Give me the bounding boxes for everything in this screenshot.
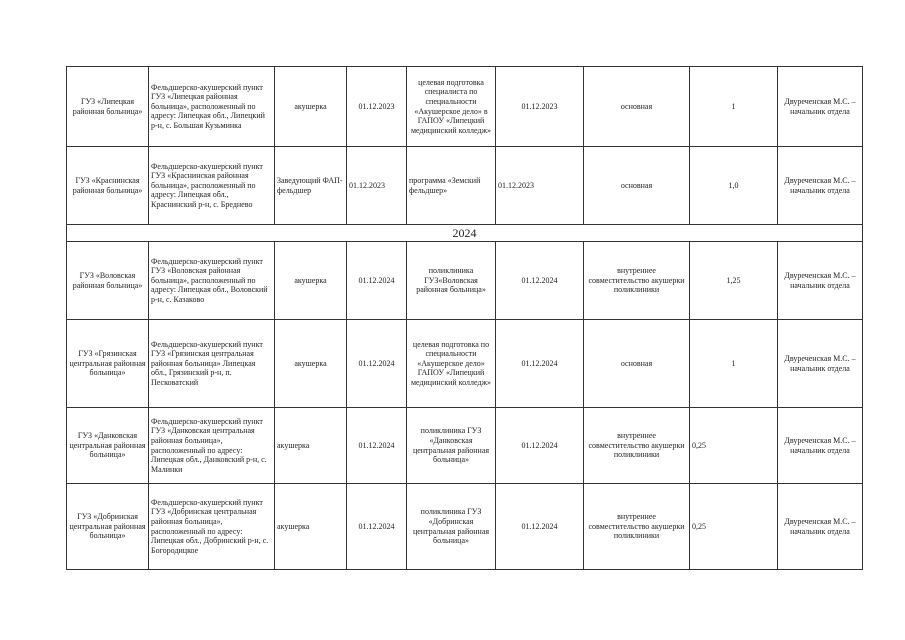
- position-cell: Заведующий ФАП-фельдшер: [275, 147, 347, 225]
- position-cell: акушерка: [275, 242, 347, 320]
- responsible-cell: Двуреченская М.С. – начальник отдела: [778, 320, 863, 408]
- year-label: 2024: [67, 225, 863, 242]
- table-row: [67, 67, 863, 147]
- date-start-cell: 01.12.2023: [347, 147, 407, 225]
- position-cell: акушерка: [275, 67, 347, 147]
- source-cell: целевая подготовка по специальности «Акушерское дело» ГАПОУ «Липецкий медицинский колледж»: [407, 320, 496, 408]
- table-row: [67, 147, 863, 225]
- date-cell: 01.12.2023: [496, 67, 584, 147]
- date-cell: 01.12.2024: [496, 320, 584, 408]
- position-cell: акушерка: [275, 320, 347, 408]
- table-row: [67, 484, 863, 570]
- org-cell: ГУЗ «Грязинская центральная районная больница»: [67, 320, 149, 408]
- org-cell: ГУЗ «Липецкая районная больница»: [67, 67, 149, 147]
- address-cell: Фельдшерско-акушерский пункт ГУЗ «Грязинская центральная районная больница» Липецкая обл., Грязинский р-н, п. Песковатский: [149, 320, 275, 408]
- responsible-cell: Двуреченская М.С. – начальник отдела: [778, 242, 863, 320]
- org-cell: ГУЗ «Данковская центральная районная больница»: [67, 408, 149, 484]
- date-cell: 01.12.2024: [496, 242, 584, 320]
- address-cell: Фельдшерско-акушерский пункт ГУЗ «Липецкая районная больница», расположенный по адресу: Липецкая обл., Липецкий р-н, с. Большая Кузьминка: [149, 67, 275, 147]
- date-start-cell: 01.12.2024: [347, 484, 407, 570]
- position-cell: акушерка: [275, 484, 347, 570]
- source-cell: поликлиника ГУЗ «Данковская центральная районная больница»: [407, 408, 496, 484]
- address-cell: Фельдшерско-акушерский пункт ГУЗ «Данковская центральная районная больница», расположенный по адресу: Липецкая обл., Данковский р-н, с. Малинки: [149, 408, 275, 484]
- table-row: [67, 320, 863, 408]
- employment-type-cell: основная: [584, 147, 690, 225]
- source-cell: поликлиника ГУЗ«Воловская районная больница»: [407, 242, 496, 320]
- table-row: [67, 408, 863, 484]
- staffing-table: [66, 66, 863, 570]
- address-cell: Фельдшерско-акушерский пункт ГУЗ «Добринская центральная районная больница», расположенный по адресу: Липецкая обл., Добринский р-н, с. Богородицкое: [149, 484, 275, 570]
- date-start-cell: 01.12.2024: [347, 320, 407, 408]
- rate-cell: 0,25: [690, 408, 778, 484]
- address-cell: Фельдшерско-акушерский пункт ГУЗ «Краснинская районная больница», расположенный по адресу: Липецкая обл., Краснинский р-н, с. Бреднево: [149, 147, 275, 225]
- responsible-cell: Двуреченская М.С. – начальник отдела: [778, 408, 863, 484]
- rate-cell: 1,0: [690, 147, 778, 225]
- rate-cell: 1,25: [690, 242, 778, 320]
- address-cell: Фельдшерско-акушерский пункт ГУЗ «Воловская районная больница», расположенный по адресу: Липецкая обл., Воловский р-н, с. Казаково: [149, 242, 275, 320]
- date-start-cell: 01.12.2023: [347, 67, 407, 147]
- year-separator-row: [67, 225, 863, 242]
- table-row: [67, 242, 863, 320]
- date-start-cell: 01.12.2024: [347, 242, 407, 320]
- position-cell: акушерка: [275, 408, 347, 484]
- source-cell: поликлиника ГУЗ «Добринская центральная районная больница»: [407, 484, 496, 570]
- employment-type-cell: основная: [584, 320, 690, 408]
- org-cell: ГУЗ «Воловская районная больница»: [67, 242, 149, 320]
- employment-type-cell: основная: [584, 67, 690, 147]
- rate-cell: 1: [690, 67, 778, 147]
- employment-type-cell: внутреннее совместительство акушерки поликлиники: [584, 408, 690, 484]
- rate-cell: 1: [690, 320, 778, 408]
- employment-type-cell: внутреннее совместительство акушерки поликлиники: [584, 484, 690, 570]
- date-cell: 01.12.2024: [496, 484, 584, 570]
- rate-cell: 0,25: [690, 484, 778, 570]
- source-cell: целевая подготовка специалиста по специальности «Акушерское дело» в ГАПОУ «Липецкий медицинский колледж»: [407, 67, 496, 147]
- source-cell: программа «Земский фельдшер»: [407, 147, 496, 225]
- date-cell: 01.12.2024: [496, 408, 584, 484]
- org-cell: ГУЗ «Добринская центральная районная больница»: [67, 484, 149, 570]
- responsible-cell: Двуреченская М.С. – начальник отдела: [778, 147, 863, 225]
- org-cell: ГУЗ «Краснинская районная больница»: [67, 147, 149, 225]
- responsible-cell: Двуреченская М.С. – начальник отдела: [778, 484, 863, 570]
- employment-type-cell: внутреннее совместительство акушерки поликлиники: [584, 242, 690, 320]
- date-cell: 01.12.2023: [496, 147, 584, 225]
- responsible-cell: Двуреченская М.С. – начальник отдела: [778, 67, 863, 147]
- date-start-cell: 01.12.2024: [347, 408, 407, 484]
